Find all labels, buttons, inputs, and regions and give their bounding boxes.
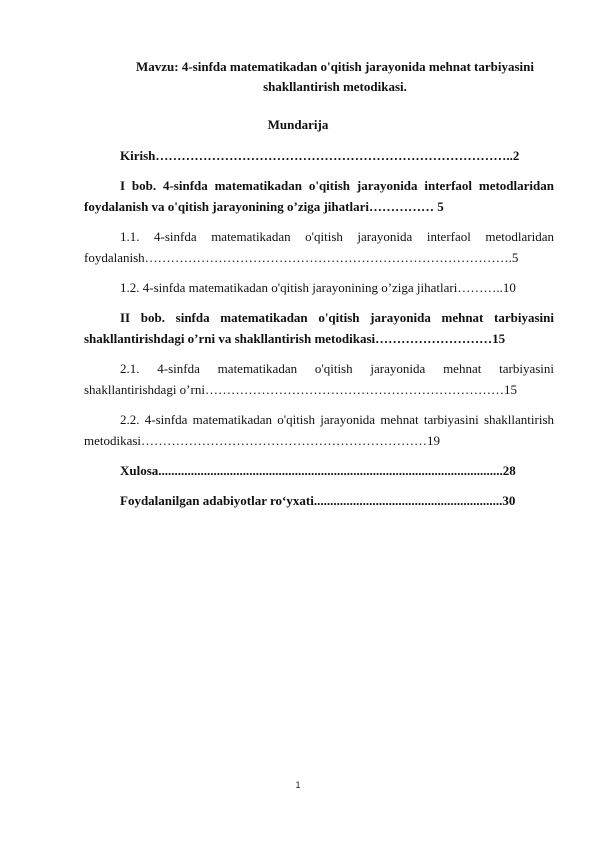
toc-entry-adabiyotlar[interactable]: Foydalanilgan adabiyotlar ro‘yxati..........................................................30 (120, 493, 516, 508)
toc-heading: Mundarija (267, 117, 329, 132)
toc-entry-kirish[interactable]: Kirish………………………………………………………………………..2 (120, 148, 520, 163)
title-line-2: shakllantirish metodikasi. (263, 79, 407, 94)
toc-entry-chapter-1[interactable]: I bob. 4-sinfda matematikadan o'qitish jarayonida interfaol metodlaridan foydalanish va o'qitish jarayonining o’ziga jihatlari…………… 5 (84, 178, 554, 214)
toc-entry-2-1[interactable]: 2.1. 4-sinfda matematikadan o'qitish jarayonida mehnat tarbiyasini shakllantirishdagi o’rni……………………………………………………………15 (84, 361, 554, 397)
table-of-contents (84, 145, 554, 511)
document-title (110, 57, 560, 97)
page-number: 1 (295, 780, 301, 790)
toc-entry-2-2[interactable]: 2.2. 4-sinfda matematikadan o'qitish jarayonida mehnat tarbiyasini shakllantirish metodikasi…………………………………………………………19 (84, 412, 554, 448)
toc-entry-chapter-2[interactable]: II bob. sinfda matematikadan o'qitish jarayonida mehnat tarbiyasini shakllantirishdagi o’rni va shakllantirish metodikasi………………………15 (84, 310, 554, 346)
title-line-1: Mavzu: 4-sinfda matematikadan o'qitish jarayonida mehnat tarbiyasini (136, 59, 534, 74)
toc-entry-1-2[interactable]: 1.2. 4-sinfda matematikadan o'qitish jarayonining o’ziga jihatlari………..10 (120, 280, 516, 295)
toc-entry-xulosa[interactable]: Xulosa..........................................................................................................28 (120, 463, 516, 478)
toc-entry-1-1[interactable]: 1.1. 4-sinfda matematikadan o'qitish jarayonida interfaol metodlaridan foydalanish………………………………………………………………………….5 (84, 229, 554, 265)
